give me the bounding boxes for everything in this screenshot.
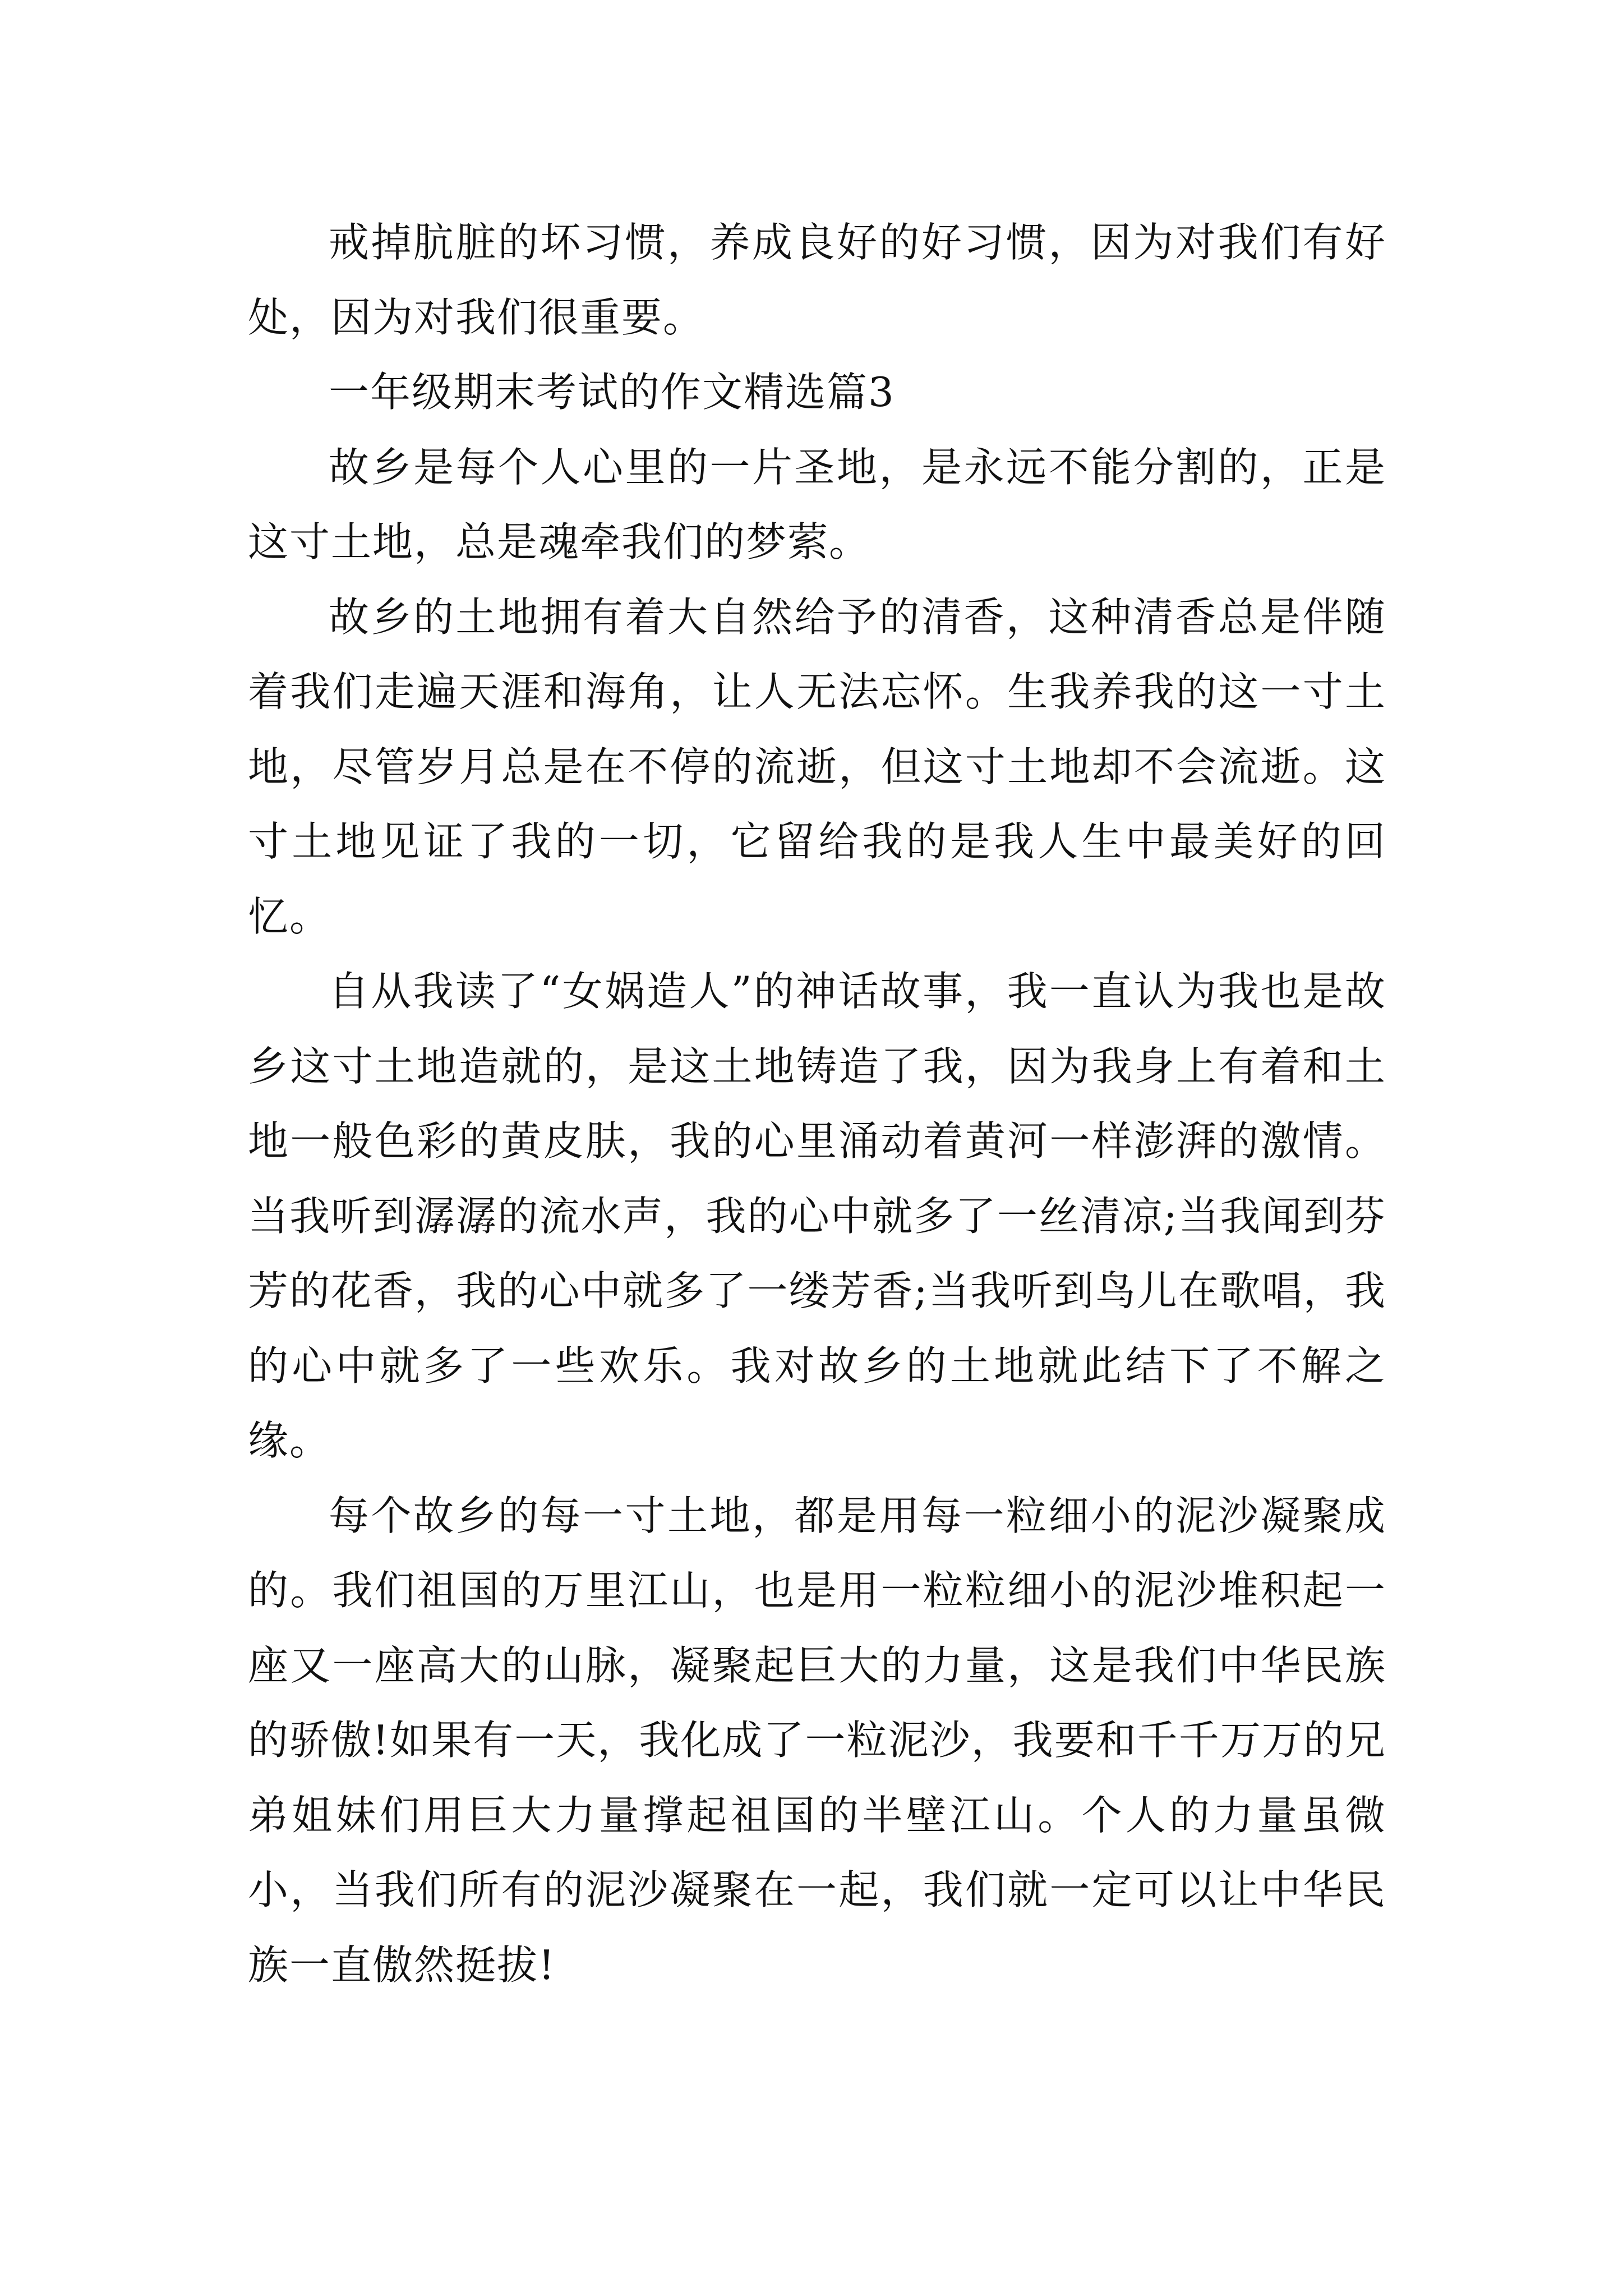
paragraph-sand-nation: 每个故乡的每一寸土地，都是用每一粒细小的泥沙凝聚成的。我们祖国的万里江山，也是用一粒粒细小的泥沙堆积起一座又一座高大的山脉，凝聚起巨大的力量，这是我们中华民族的骄傲!如果有一天，我化成了一粒泥沙，我要和千千万万的兄弟姐妹们用巨大力量撑起祖国的半壁江山。个人的力量虽微小，当我们所有的泥沙凝聚在一起，我们就一定可以让中华民族一直傲然挺拔!	[248, 1492, 1386, 1989]
paragraph-hometown-fragrance: 故乡的土地拥有着大自然给予的清香，这种清香总是伴随着我们走遍天涯和海角，让人无法忘怀。生我养我的这一寸土地，尽管岁月总是在不停的流逝，但这寸土地却不会流逝。这寸土地见证了我的一切，它留给我的是我人生中最美好的回忆。	[248, 593, 1386, 940]
document-body	[248, 205, 1386, 2003]
section-heading: 一年级期末考试的作文精选篇3	[329, 369, 895, 416]
paragraph-nuwa-myth: 自从我读了“女娲造人”的神话故事，我一直认为我也是故乡这寸土地造就的，是这土地铸造了我，因为我身上有着和土地一般色彩的黄皮肤，我的心里涌动着黄河一样澎湃的激情。当我听到潺潺的流水声，我的心中就多了一丝清凉;当我闻到芬芳的花香，我的心中就多了一缕芳香;当我听到鸟儿在歌唱，我的心中就多了一些欢乐。我对故乡的土地就此结下了不解之缘。	[248, 968, 1386, 1464]
paragraph-hometown-intro: 故乡是每个人心里的一片圣地，是永远不能分割的，正是这寸土地，总是魂牵我们的梦萦。	[248, 443, 1386, 565]
paragraph-habits-conclusion: 戒掉肮脏的坏习惯，养成良好的好习惯，因为对我们有好处，因为对我们很重要。	[248, 219, 1386, 341]
